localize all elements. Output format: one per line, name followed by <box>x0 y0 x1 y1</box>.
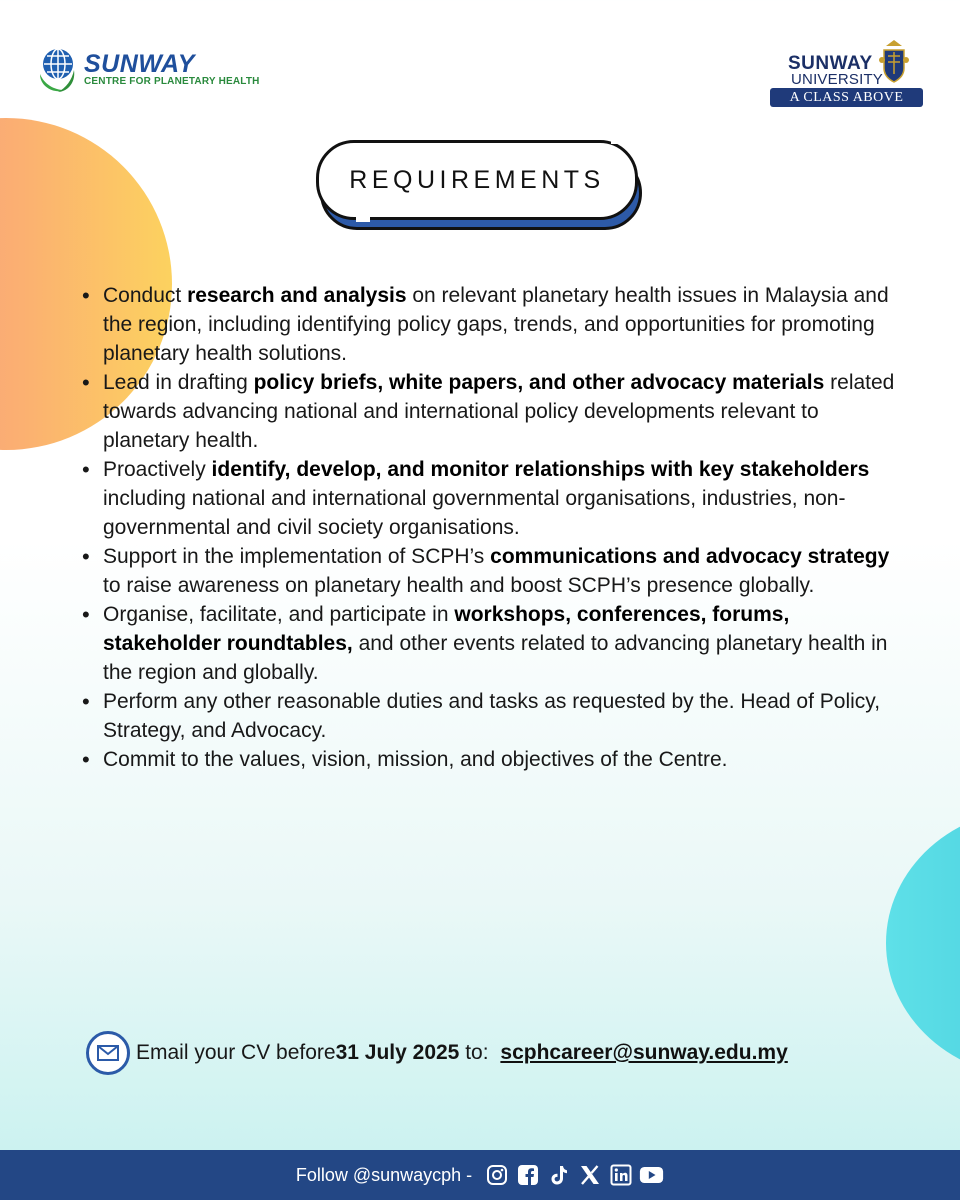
decorative-teal-circle <box>886 808 960 1078</box>
requirement-text: Perform any other reasonable duties and tasks as requested by the. Head of Policy, Strategy, and Advocacy. <box>103 690 881 742</box>
requirement-bold-text: policy briefs, white papers, and other advocacy materials <box>253 371 825 394</box>
requirement-text: on relevant planetary health issues in Malaysia and the region, including identifying policy gaps, trends, and opportunities for promoting planetary health solutions. <box>103 284 889 365</box>
requirement-text: Organise, facilitate, and participate in <box>103 603 455 626</box>
requirements-list <box>80 281 905 774</box>
requirement-item <box>80 281 905 368</box>
email-deadline: 31 July 2025 <box>335 1041 460 1064</box>
requirement-text: including national and international governmental organisations, industries, non-governmental and civil society organisations. <box>103 487 846 539</box>
requirement-bold-text: workshops, conferences, forums, stakeholder roundtables, <box>103 603 790 655</box>
requirement-text: and other events related to advancing planetary health in the region and globally. <box>103 632 888 684</box>
requirement-bold-text: research and analysis <box>187 284 407 307</box>
linkedin-icon[interactable] <box>608 1163 633 1188</box>
requirement-text: related towards advancing national and international policy developments relevant to planetary health. <box>103 371 895 452</box>
university-name-line1: SUNWAY <box>788 53 873 74</box>
university-name-line2: UNIVERSITY <box>791 71 884 88</box>
x-icon[interactable] <box>577 1163 602 1188</box>
email-middle: to: <box>459 1041 495 1064</box>
instagram-icon[interactable] <box>484 1163 509 1188</box>
requirement-text: Proactively <box>103 458 212 481</box>
requirement-bold-text: communications and advocacy strategy <box>490 545 890 568</box>
requirement-item <box>80 745 905 774</box>
requirement-item <box>80 368 905 455</box>
follow-text: Follow @sunwaycph - <box>295 1164 473 1185</box>
university-tagline: A CLASS ABOVE <box>770 88 923 107</box>
requirement-item <box>80 687 905 745</box>
university-crest-icon <box>878 38 910 86</box>
heading-border-gap <box>356 216 370 222</box>
email-icon[interactable] <box>86 1031 130 1075</box>
requirement-text: to raise awareness on planetary health and boost SCPH’s presence globally. <box>103 574 815 597</box>
sunway-cph-logo <box>36 44 260 94</box>
heading-border-gap <box>611 138 625 144</box>
sunway-university-logo <box>770 38 925 110</box>
footer-bar <box>0 1150 960 1200</box>
facebook-icon[interactable] <box>515 1163 540 1188</box>
email-address-link[interactable]: scphcareer@sunway.edu.my <box>500 1041 788 1064</box>
requirement-item <box>80 455 905 542</box>
requirement-text: Conduct <box>103 284 188 307</box>
requirement-text: Support in the implementation of SCPH’s <box>103 545 491 568</box>
youtube-icon[interactable] <box>639 1163 664 1188</box>
email-prefix: Email your CV before <box>136 1041 336 1064</box>
social-icons <box>484 1163 664 1188</box>
requirements-heading <box>316 140 646 234</box>
logo-brand-text: SUNWAY <box>84 49 195 78</box>
tiktok-icon[interactable] <box>546 1163 571 1188</box>
globe-leaf-icon <box>36 44 78 94</box>
heading-pill <box>316 140 638 220</box>
email-cta <box>86 1031 788 1075</box>
logo-sub-text: CENTRE FOR PLANETARY HEALTH <box>84 75 260 87</box>
heading-text: REQUIREMENTS <box>349 165 605 194</box>
requirement-item <box>80 600 905 687</box>
requirement-text: Commit to the values, vision, mission, and objectives of the Centre. <box>103 748 728 771</box>
requirement-item <box>80 542 905 600</box>
requirement-bold-text: identify, develop, and monitor relationships with key stakeholders <box>211 458 870 481</box>
requirement-text: Lead in drafting <box>103 371 254 394</box>
